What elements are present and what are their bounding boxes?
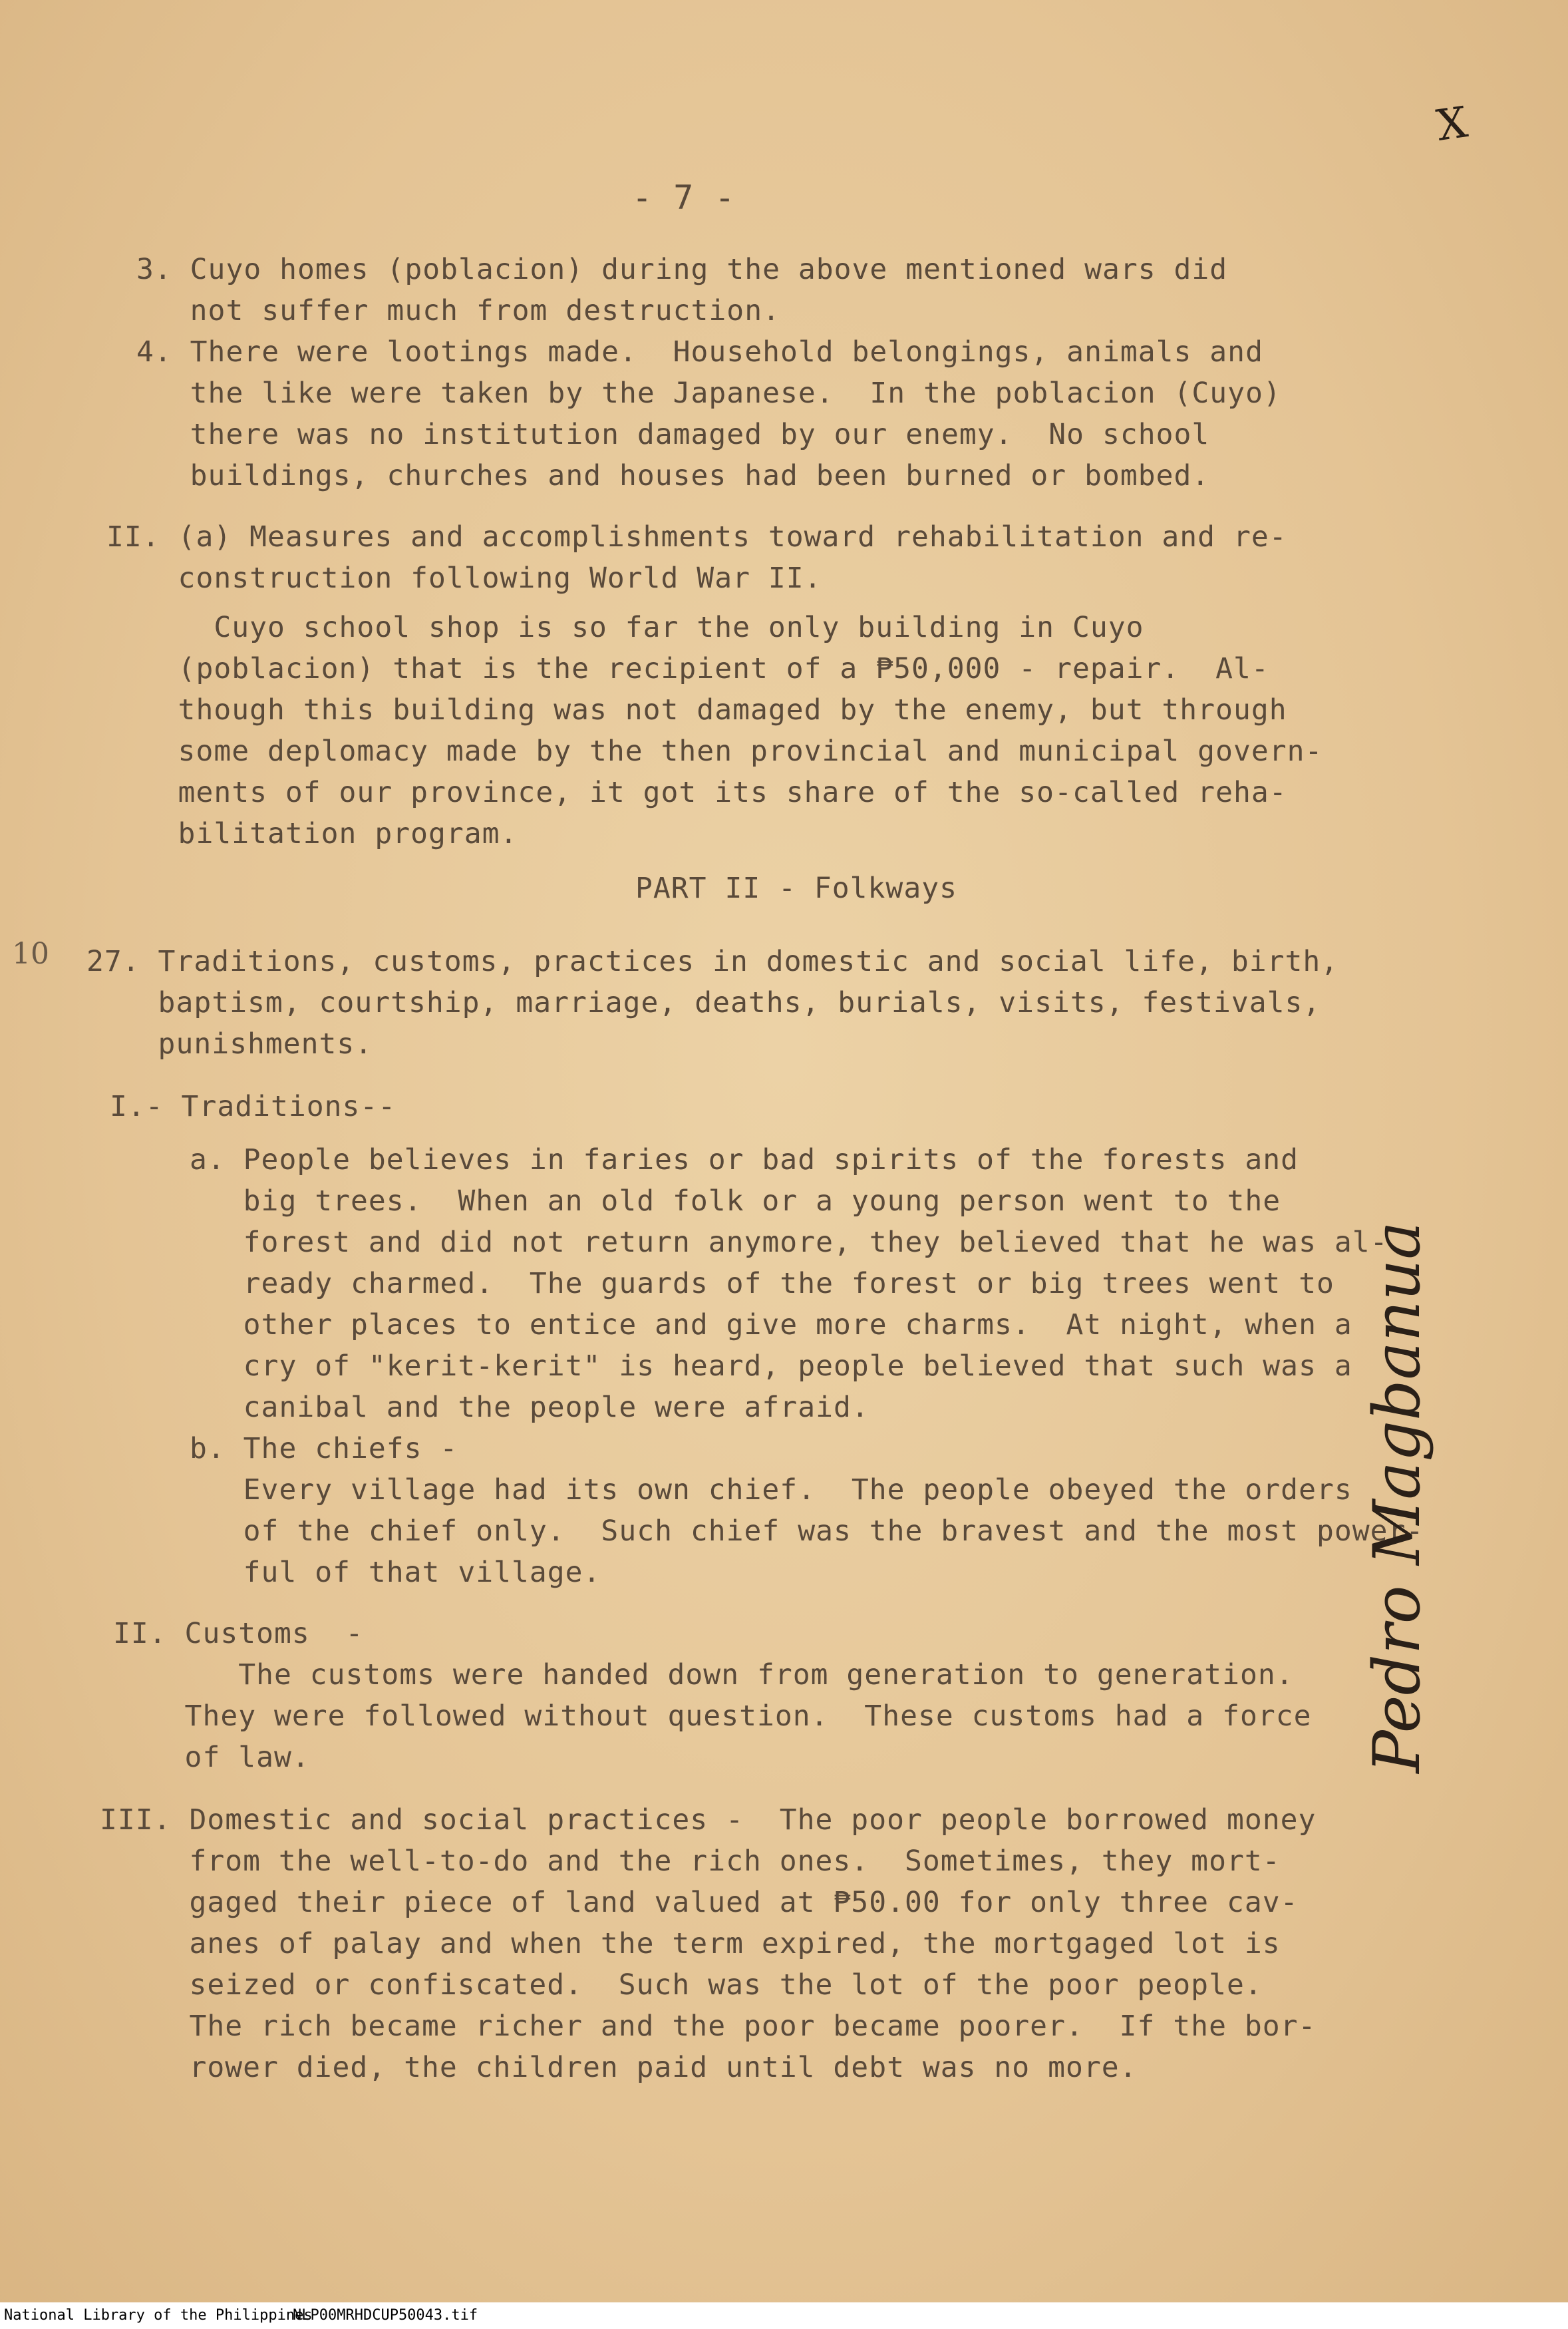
- item-4-line-1: 4. There were lootings made. Household belongings, animals and: [136, 335, 1263, 369]
- item-4-line-3: there was no institution damaged by our enemy. No school: [136, 418, 1210, 451]
- page-number: - 7 -: [632, 178, 736, 217]
- item-4-line-4: buildings, churches and houses had been burned or bombed.: [136, 459, 1210, 492]
- item-3-line-2: not suffer much from destruction.: [136, 294, 780, 327]
- footer-filename: NLP00MRHDCUP50043.tif: [293, 2307, 478, 2324]
- traditions-a-line-1: a. People believes in faries or bad spirits of the forests and: [190, 1143, 1299, 1176]
- handwritten-margin-note: Pedro Magbanua: [1360, 1221, 1434, 1773]
- traditions-a-line-6: cry of "kerit-kerit" is heard, people believed that such was a: [190, 1349, 1352, 1383]
- traditions-a-line-3: forest and did not return anymore, they believed that he was al-: [190, 1226, 1388, 1259]
- traditions-b-line-4: ful of that village.: [190, 1556, 601, 1589]
- part-heading: PART II - Folkways: [635, 872, 957, 905]
- section-II-a-line-8: bilitation program.: [106, 817, 518, 850]
- traditions-b-line-3: of the chief only. Such chief was the bravest and the most power-: [190, 1515, 1424, 1548]
- practices-line-2: from the well-to-do and the rich ones. Sometimes, they mort-: [100, 1845, 1281, 1878]
- section-II-a-line-7: ments of our province, it got its share of the so-called reha-: [106, 776, 1287, 809]
- item-3-line-1: 3. Cuyo homes (poblacion) during the above mentioned wars did: [136, 253, 1228, 286]
- customs-line-2: The customs were handed down from generation to generation.: [113, 1658, 1294, 1692]
- corner-mark: X: [1434, 98, 1471, 151]
- traditions-a-line-2: big trees. When an old folk or a young person went to the: [190, 1184, 1281, 1218]
- item-27-line-2: baptism, courtship, marriage, deaths, burials, visits, festivals,: [86, 986, 1321, 1019]
- footer-library: National Library of the Philippines: [4, 2307, 313, 2324]
- practices-line-6: The rich became richer and the poor became poorer. If the bor-: [100, 2010, 1317, 2043]
- traditions-a-line-4: ready charmed. The guards of the forest or big trees went to: [190, 1267, 1334, 1300]
- customs-line-1: II. Customs -: [113, 1617, 364, 1650]
- practices-line-5: seized or confiscated. Such was the lot of the poor people.: [100, 1968, 1263, 2002]
- practices-line-3: gaged their piece of land valued at ₱50.00 for only three cav-: [100, 1886, 1299, 1919]
- practices-line-7: rower died, the children paid until debt was no more.: [100, 2051, 1138, 2084]
- practices-line-4: anes of palay and when the term expired, the mortgaged lot is: [100, 1927, 1281, 1960]
- section-II-a-line-3: Cuyo school shop is so far the only building in Cuyo: [106, 611, 1144, 644]
- customs-line-3: They were followed without question. These customs had a force: [113, 1700, 1312, 1733]
- section-II-a-line-5: though this building was not damaged by the enemy, but through: [106, 693, 1287, 727]
- traditions-heading: I.- Traditions--: [110, 1090, 396, 1123]
- traditions-a-line-7: canibal and the people were afraid.: [190, 1391, 869, 1424]
- margin-number: 10: [12, 937, 49, 971]
- section-II-a-line-1: II. (a) Measures and accomplishments toward rehabilitation and re-: [106, 520, 1287, 554]
- traditions-a-line-5: other places to entice and give more charms. At night, when a: [190, 1308, 1352, 1342]
- customs-line-4: of law.: [113, 1741, 310, 1774]
- item-4-line-2: the like were taken by the Japanese. In the poblacion (Cuyo): [136, 377, 1281, 410]
- traditions-b-line-2: Every village had its own chief. The people obeyed the orders: [190, 1473, 1352, 1507]
- scan-footer: [0, 2302, 1568, 2329]
- section-II-a-line-2: construction following World War II.: [106, 562, 822, 595]
- section-II-a-line-4: (poblacion) that is the recipient of a ₱50,000 - repair. Al-: [106, 652, 1269, 685]
- section-II-a-line-6: some deplomacy made by the then provincial and municipal govern-: [106, 735, 1323, 768]
- practices-line-1: III. Domestic and social practices - The poor people borrowed money: [100, 1803, 1317, 1837]
- item-27-line-3: punishments.: [86, 1027, 373, 1061]
- traditions-b-line-1: b. The chiefs -: [190, 1432, 458, 1465]
- item-27-line-1: 27. Traditions, customs, practices in domestic and social life, birth,: [86, 945, 1339, 978]
